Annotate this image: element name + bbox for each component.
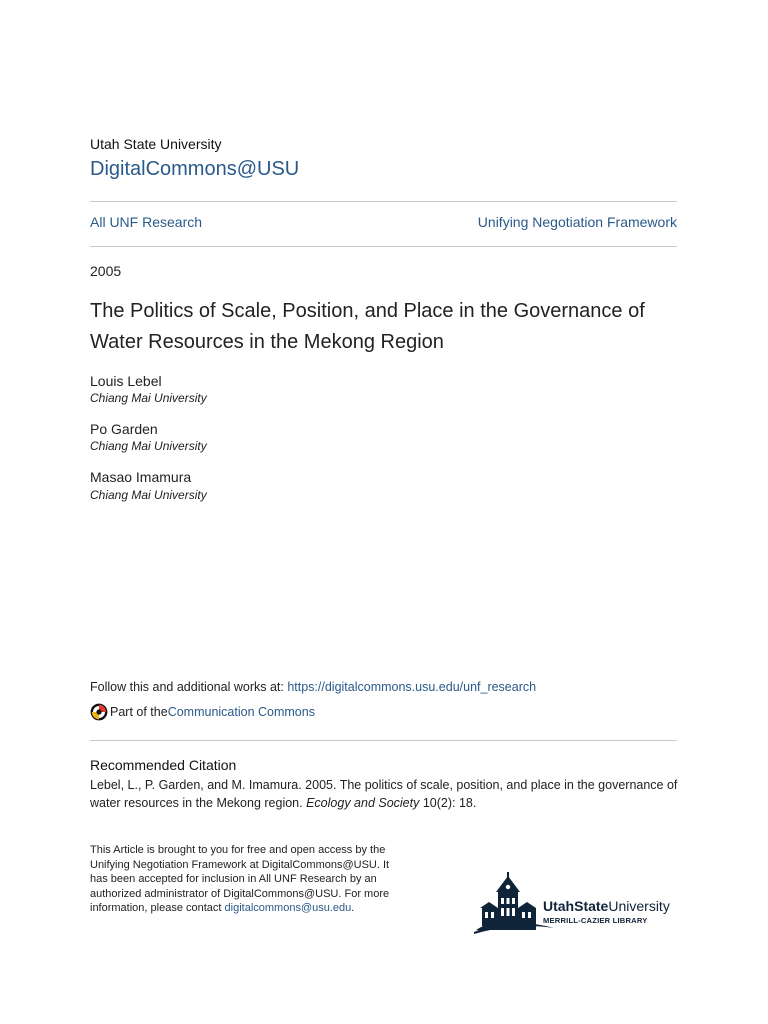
author-affiliation: Chiang Mai University: [90, 391, 207, 405]
logo-university-wordmark: [543, 898, 670, 914]
unifying-negotiation-framework-link[interactable]: Unifying Negotiation Framework: [477, 214, 677, 230]
citation-suffix: 10(2): 18.: [419, 795, 477, 810]
citation-text: [90, 777, 680, 812]
citation-body: Lebel, L., P. Garden, and M. Imamura. 2005. The politics of scale, position, and place in the governance of water resources in the Mekong region.: [90, 778, 678, 810]
network-commons-icon: [90, 703, 108, 721]
author-name: Louis Lebel: [90, 373, 162, 389]
follow-prefix: Follow this and additional works at:: [90, 680, 288, 694]
part-of-prefix: Part of the: [110, 705, 168, 719]
author-name: Po Garden: [90, 421, 158, 437]
access-notice-text: This Article is brought to you for free and open access by the Unifying Negotiation Framework at DigitalCommons@USU. It has been accepted for inclusion in All UNF Research by an authorized administrator of DigitalCommons@USU. For more information, please contact: [90, 844, 390, 915]
unf-research-url-link[interactable]: https://digitalcommons.usu.edu/unf_research: [287, 680, 537, 694]
logo-word-bold: UtahState: [543, 898, 609, 914]
author-affiliation: Chiang Mai University: [90, 439, 207, 453]
access-notice: [90, 843, 390, 916]
logo-word-regular: University: [608, 898, 670, 914]
author-name: Masao Imamura: [90, 469, 192, 485]
divider-nav: [90, 246, 677, 247]
communication-commons-link[interactable]: Communication Commons: [167, 705, 315, 719]
institution-name: Utah State University: [90, 136, 222, 152]
part-of-line: [90, 703, 315, 721]
old-main-tower-icon: [474, 872, 554, 934]
recommended-citation-heading: Recommended Citation: [90, 757, 237, 773]
usu-library-logo: [474, 872, 684, 934]
all-unf-research-link[interactable]: All UNF Research: [90, 214, 203, 230]
article-title: The Politics of Scale, Position, and Place in the Governance of Water Resources in the Mekong Region: [90, 300, 645, 353]
publication-year: 2005: [90, 263, 122, 279]
repository-link[interactable]: DigitalCommons@USU: [90, 158, 300, 180]
citation-journal: Ecology and Society: [306, 795, 420, 810]
contact-email-link[interactable]: digitalcommons@usu.edu: [224, 902, 352, 915]
logo-library-name: MERRILL-CAZIER LIBRARY: [543, 916, 648, 925]
access-notice-end: .: [351, 902, 355, 915]
author-affiliation: Chiang Mai University: [90, 488, 207, 502]
divider-citation: [90, 740, 677, 741]
divider-top: [90, 201, 677, 202]
follow-line: [90, 680, 536, 694]
